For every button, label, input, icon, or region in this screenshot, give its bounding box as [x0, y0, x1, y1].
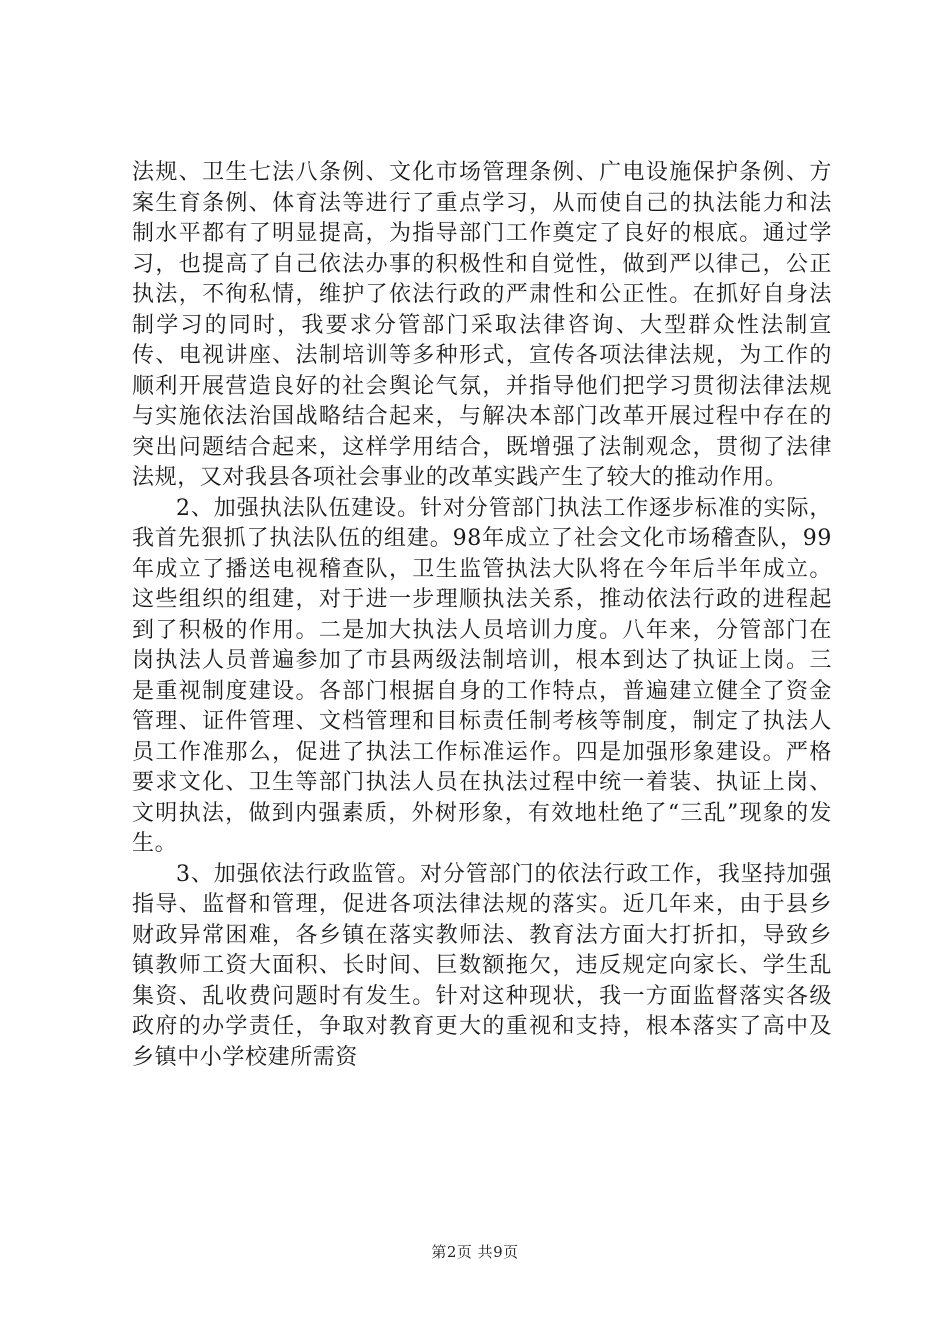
paragraph-law-enforcement-team: 2、加强执法队伍建设。针对分管部门执法工作逐步标准的实际，我首先狠抓了执法队伍的组建。98年成立了社会文化市场稽查队，99年成立了播送电视稽查队，卫生监管执法大队将在今年后半年成立。这些组织的组建，对于进一步理顺执法关系，推动依法行政的进程起到了积极的作用。二是加大执法人员培训力度。八年来，分管部门在岗执法人员普遍参加了市县两级法制培训，根本到达了执证上岗。三是重视制度建设。各部门根据自身的工作特点，普遍建立健全了资金管理、证件管理、文档管理和目标责任制考核等制度，制定了执法人员工作准那么，促进了执法工作标准运作。四是加强形象建设。严格要求文化、卫生等部门执法人员在执法过程中统一着装、执证上岗、文明执法，做到内强素质，外树形象，有效地杜绝了“三乱”现象的发生。: [132, 495, 832, 856]
page-footer: [0, 1241, 950, 1262]
document-body: [132, 158, 832, 1073]
paragraph-administrative-supervision: 3、加强依法行政监管。对分管部门的依法行政工作，我坚持加强指导、监督和管理，促进各项法律法规的落实。近几年来，由于县乡财政异常困难，各乡镇在落实教师法、教育法方面大打折扣，导致乡镇教师工资大面积、长时间、巨数额拖欠，违反规定向家长、学生乱集资、乱收费问题时有发生。针对这种现状，我一方面监督落实各级政府的办学责任，争取对教育更大的重视和支持，根本落实了高中及乡镇中小学校建所需资: [132, 861, 832, 1070]
page-number-label: 第2页 共9页: [431, 1243, 519, 1261]
paragraph-continuation: 法规、卫生七法八条例、文化市场管理条例、广电设施保护条例、方案生育条例、体育法等进行了重点学习，从而使自己的执法能力和法制水平都有了明显提高，为指导部门工作奠定了良好的根底。通过学习，也提高了自己依法办事的积极性和自觉性，做到严以律己，公正执法，不徇私情，维护了依法行政的严肃性和公正性。在抓好自身法制学习的同时，我要求分管部门采取法律咨询、大型群众性法制宣传、电视讲座、法制培训等多种形式，宣传各项法律法规，为工作的顺利开展营造良好的社会舆论气氛，并指导他们把学习贯彻法律法规与实施依法治国战略结合起来，与解决本部门改革开展过程中存在的突出问题结合起来，这样学用结合，既增强了法制观念，贯彻了法律法规，又对我县各项社会事业的改革实践产生了较大的推动作用。: [132, 160, 832, 490]
